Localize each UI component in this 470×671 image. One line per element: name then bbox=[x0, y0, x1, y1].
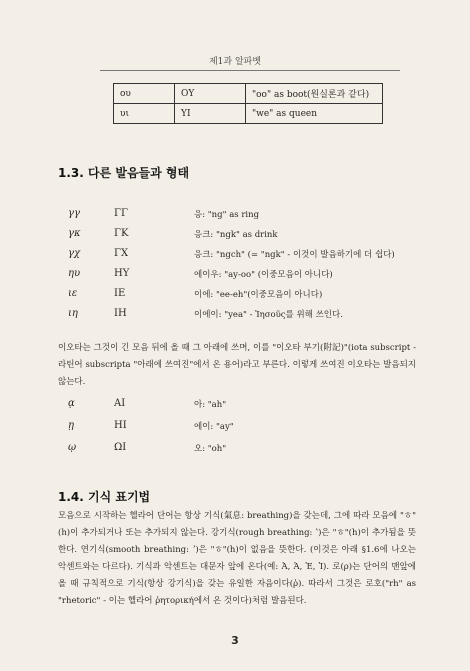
section-heading-1-3: 1.3. 다른 발음들과 형태 bbox=[58, 166, 190, 180]
pronunciation: 응크: "ngch" (= "ngk" - 이것이 발음하기에 더 쉽다) bbox=[194, 250, 395, 260]
greek-upper: ΑΙ bbox=[114, 398, 126, 409]
pronunciation: 오: "oh" bbox=[194, 444, 227, 454]
greek-lower: γγ bbox=[68, 208, 80, 219]
greek-lower: ᾳ bbox=[68, 398, 75, 409]
pronunciation: 응크: "ngk" as drink bbox=[194, 230, 278, 240]
greek-upper: ΩΙ bbox=[114, 442, 127, 453]
list-item bbox=[0, 288, 470, 302]
greek-lower: γκ bbox=[68, 228, 81, 239]
pronunciation: 응: "ng" as ring bbox=[194, 210, 260, 220]
list-item bbox=[0, 420, 470, 434]
breathing-marks-paragraph: 모음으로 시작하는 헬라어 단어는 항상 기식(氣息: breathing)을 갖는데, 그에 따라 모음에 "ㅎ"(h)이 추가되거나 또는 추가되지 않는다. 강기식(rough breathing: ʽ)은 "ㅎ"(h)이 추가됨을 뜻한다. 연기식(smooth breathing: ʼ)은 "ㅎ"(h)이 없음을 뜻한다. (이것은 아래 §1.6에 나오는 악센트와는 다르다). 기식과 악센트는 대문자 앞에 온다(예: Ἀ, Ἁ, Ἐ, Ἱ). 로(ρ)는 단어의 맨앞에 올 때 규칙적으로 기식(항상 강기식)을 갖는 유일한 자음이다(ῥ). 따라서 그것은 로호("rh" as "rhetoric" - 이는 헬라어 ῥητορική에서 온 것이다)처럼 발음된다. bbox=[58, 511, 416, 606]
list-item bbox=[0, 208, 470, 222]
pronunciation: 이에: "ee-eh"(이중모음이 아니다) bbox=[194, 290, 323, 300]
table-cell-caps: OY bbox=[175, 84, 246, 104]
iota-subscript-paragraph: 이오타는 그것이 긴 모음 뒤에 올 때 그 아래에 쓰며, 이를 "이오타 부기(附記)"(iota subscript - 라틴어 subscripta "아래에 쓰여진"에서 온 용어)라고 부른다. 이렇게 쓰여진 이오타는 발음되지 않는다. bbox=[58, 343, 416, 387]
greek-lower: ηυ bbox=[68, 268, 81, 279]
greek-upper: ΙΗ bbox=[114, 308, 127, 319]
table-cell-greek: υι bbox=[114, 104, 175, 124]
greek-lower: ιη bbox=[68, 308, 78, 319]
pronunciation: 에이우: "ay-oo" (이중모음이 아니다) bbox=[194, 270, 333, 280]
table-row bbox=[114, 84, 383, 104]
greek-upper: ΙΕ bbox=[114, 288, 126, 299]
greek-lower: γχ bbox=[68, 248, 81, 259]
greek-upper: ΓΧ bbox=[114, 248, 129, 259]
table-cell-desc: "oo" as boot(원실론과 같다) bbox=[246, 84, 383, 104]
greek-upper: ΗΙ bbox=[114, 420, 127, 431]
header-rule bbox=[100, 70, 400, 71]
running-head: 제1과 알파벳 bbox=[208, 57, 262, 67]
greek-lower: ῳ bbox=[68, 442, 77, 453]
list-item bbox=[0, 228, 470, 242]
list-item bbox=[0, 248, 470, 262]
greek-lower: ιε bbox=[68, 288, 78, 299]
diphthong-table bbox=[113, 83, 383, 124]
table-cell-caps: YI bbox=[175, 104, 246, 124]
table-cell-desc: "we" as queen bbox=[246, 104, 383, 124]
pronunciation: 아: "ah" bbox=[194, 400, 227, 410]
section-heading-1-4: 1.4. 기식 표기법 bbox=[58, 490, 151, 504]
pronunciation: 에이: "ay" bbox=[194, 422, 234, 432]
greek-upper: ΓΓ bbox=[114, 208, 128, 219]
table-cell-greek: ου bbox=[114, 84, 175, 104]
greek-upper: ΓΚ bbox=[114, 228, 129, 239]
list-item bbox=[0, 398, 470, 412]
list-item bbox=[0, 308, 470, 322]
list-item bbox=[0, 268, 470, 282]
greek-upper: ΗΥ bbox=[114, 268, 130, 279]
table-row bbox=[114, 104, 383, 124]
pronunciation: 이에이: "yea" - Ἰησοῦς를 위해 쓰인다. bbox=[194, 310, 343, 320]
page-number: 3 bbox=[231, 634, 239, 647]
list-item bbox=[0, 442, 470, 456]
greek-lower: ῃ bbox=[68, 420, 74, 431]
